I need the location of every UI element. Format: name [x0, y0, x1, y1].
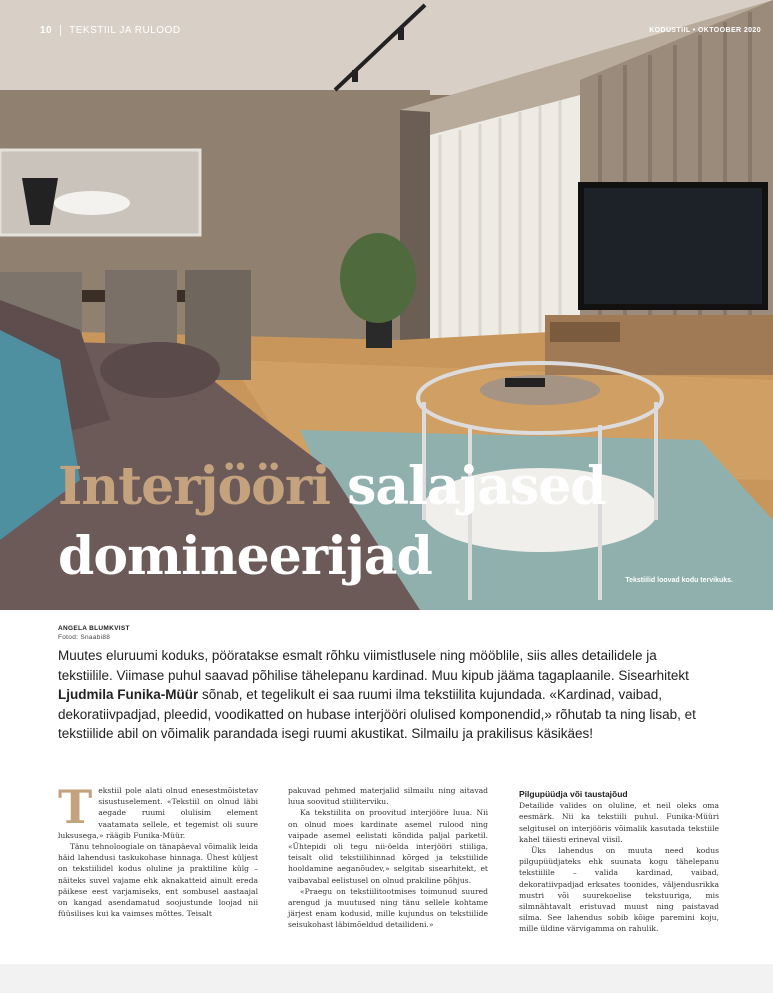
column-subheading: Pilgupüüdja või taustajõud	[519, 789, 628, 799]
col1-paragraph-2: Tänu tehnoloogiale on tänapäeval võimalik leida häid lahendusi taskukohase hinnaga. Ühest küljest on tekstiilidel kodus oluline ja praktiline külg – näiteks suvel vajame ehk aknakatteid ainult ereda päikese eest varjamiseks, ent sombusel aastaajal on kangad asendamatud soojustunde loojad nii füüsilises kui ka vaimses mõttes. Teisalt	[58, 842, 258, 919]
col3-paragraph-1: Detailide valides on oluline, et neil oleks oma eesmärk. Nii ka tekstiili puhul. Funika-Müüri selgitusel on interjööris võimalik kasutada tekstiile kahel täiesti erineval viisil.	[519, 801, 719, 844]
author-name: ANGELA BLUMKVIST	[58, 625, 130, 632]
page-number: 10	[40, 25, 53, 37]
section-title: TEKSTIIL JA RULOOD	[69, 25, 181, 37]
photo-credit: Fotod: Snaabi88	[58, 634, 111, 641]
lead-name: Ljudmila Funika-Müür	[58, 687, 199, 702]
col2-paragraph-2: Ka tekstiilita on proovitud interjööre luua. Nii on olnud moes kardinate asemel rulood ning vaipade asemel eelistati kõndida paljal parketil. «Ühtepidi oli tegu nii-öelda interjööri stiiliga, teisalt olid tekstiilihinnad kõrged ja tekstiilide hooldamine aeganõudev,» selgitab sisearhitekt, et vaibavabal eelistusel on olnud prakiline põhjus.	[288, 808, 488, 885]
publication-info: KODUSTIIL • OKTOOBER 2020	[649, 27, 761, 34]
article-headline	[58, 452, 606, 592]
headline-rest: salajased	[347, 456, 606, 517]
column-1	[58, 780, 258, 919]
lead-part2: sõnab, et tegelikult ei saa ruumi ilma tekstiilita kujundada. «Kardinad, vaibad, dekoratiivpadjad, pleedid, voodikatted on hubase interjööri olulised komponendid,» rõhutab ta ning lisab, et tekstiilide abil on võimalik parandada isegi ruumi akustikat. Silmailu ja prakilisus käsikäes!	[58, 687, 696, 741]
lead-paragraph	[58, 646, 698, 744]
lead-part1: Muutes eluruumi koduks, pööratakse esmalt rõhku viimistlusele ning mööblile, siis alles detailidele ja tekstiilile. Viimase puhul saavad põhilise tähelepanu kardinad. Muu kipub jääma tagaplaanile. Sisearhitekt	[58, 648, 689, 683]
page-bottom-margin	[0, 964, 773, 993]
headline-accent: Interjööri	[58, 456, 330, 517]
byline	[58, 624, 130, 642]
col2-paragraph-3: «Praegu on tekstiilitootmises toimunud suured arengud ja muutused ning tänu sellele kohtame järjest enam kodusid, mille kujundus on tekstiilide seisukohast läbimõeldud detailideni.»	[288, 886, 488, 930]
headline-line2: domineerijad	[58, 526, 432, 587]
col1-paragraph-1: ekstiil pole alati olnud enesestmõistetav sisustuselement. «Tekstiil on olnud läbi aegade ruumi olulisim element vaatamata sellele, et tegemist oli suure luksusega,» räägib Funika-Müür.	[58, 786, 258, 840]
dropcap: T	[58, 780, 93, 834]
col3-paragraph-2: Üks lahendus on muuta need kodus pilgupüüdjateks ehk suunata kogu tähelepanu tekstiilile – valida kardinad, vaibad, dekoratiivpadjad erksates toonides, väljendusrikka mustri või suurekoelise tekstuuriga, mis silmnähtavalt eristuvad muust ning paistavad silma. See lahendus sobib kõige paremini koju, mille üldine värvigamma on rahulik.	[519, 846, 719, 934]
page-header	[40, 25, 181, 36]
column-2	[288, 785, 488, 931]
column-3	[519, 789, 719, 935]
col2-paragraph-1: pakuvad pehmed materjalid silmailu ning aitavad luua soovitud stiiliterviku.	[288, 786, 488, 807]
header-separator	[60, 25, 61, 36]
photo-caption: Tekstiilid loovad kodu tervikuks.	[625, 577, 733, 584]
